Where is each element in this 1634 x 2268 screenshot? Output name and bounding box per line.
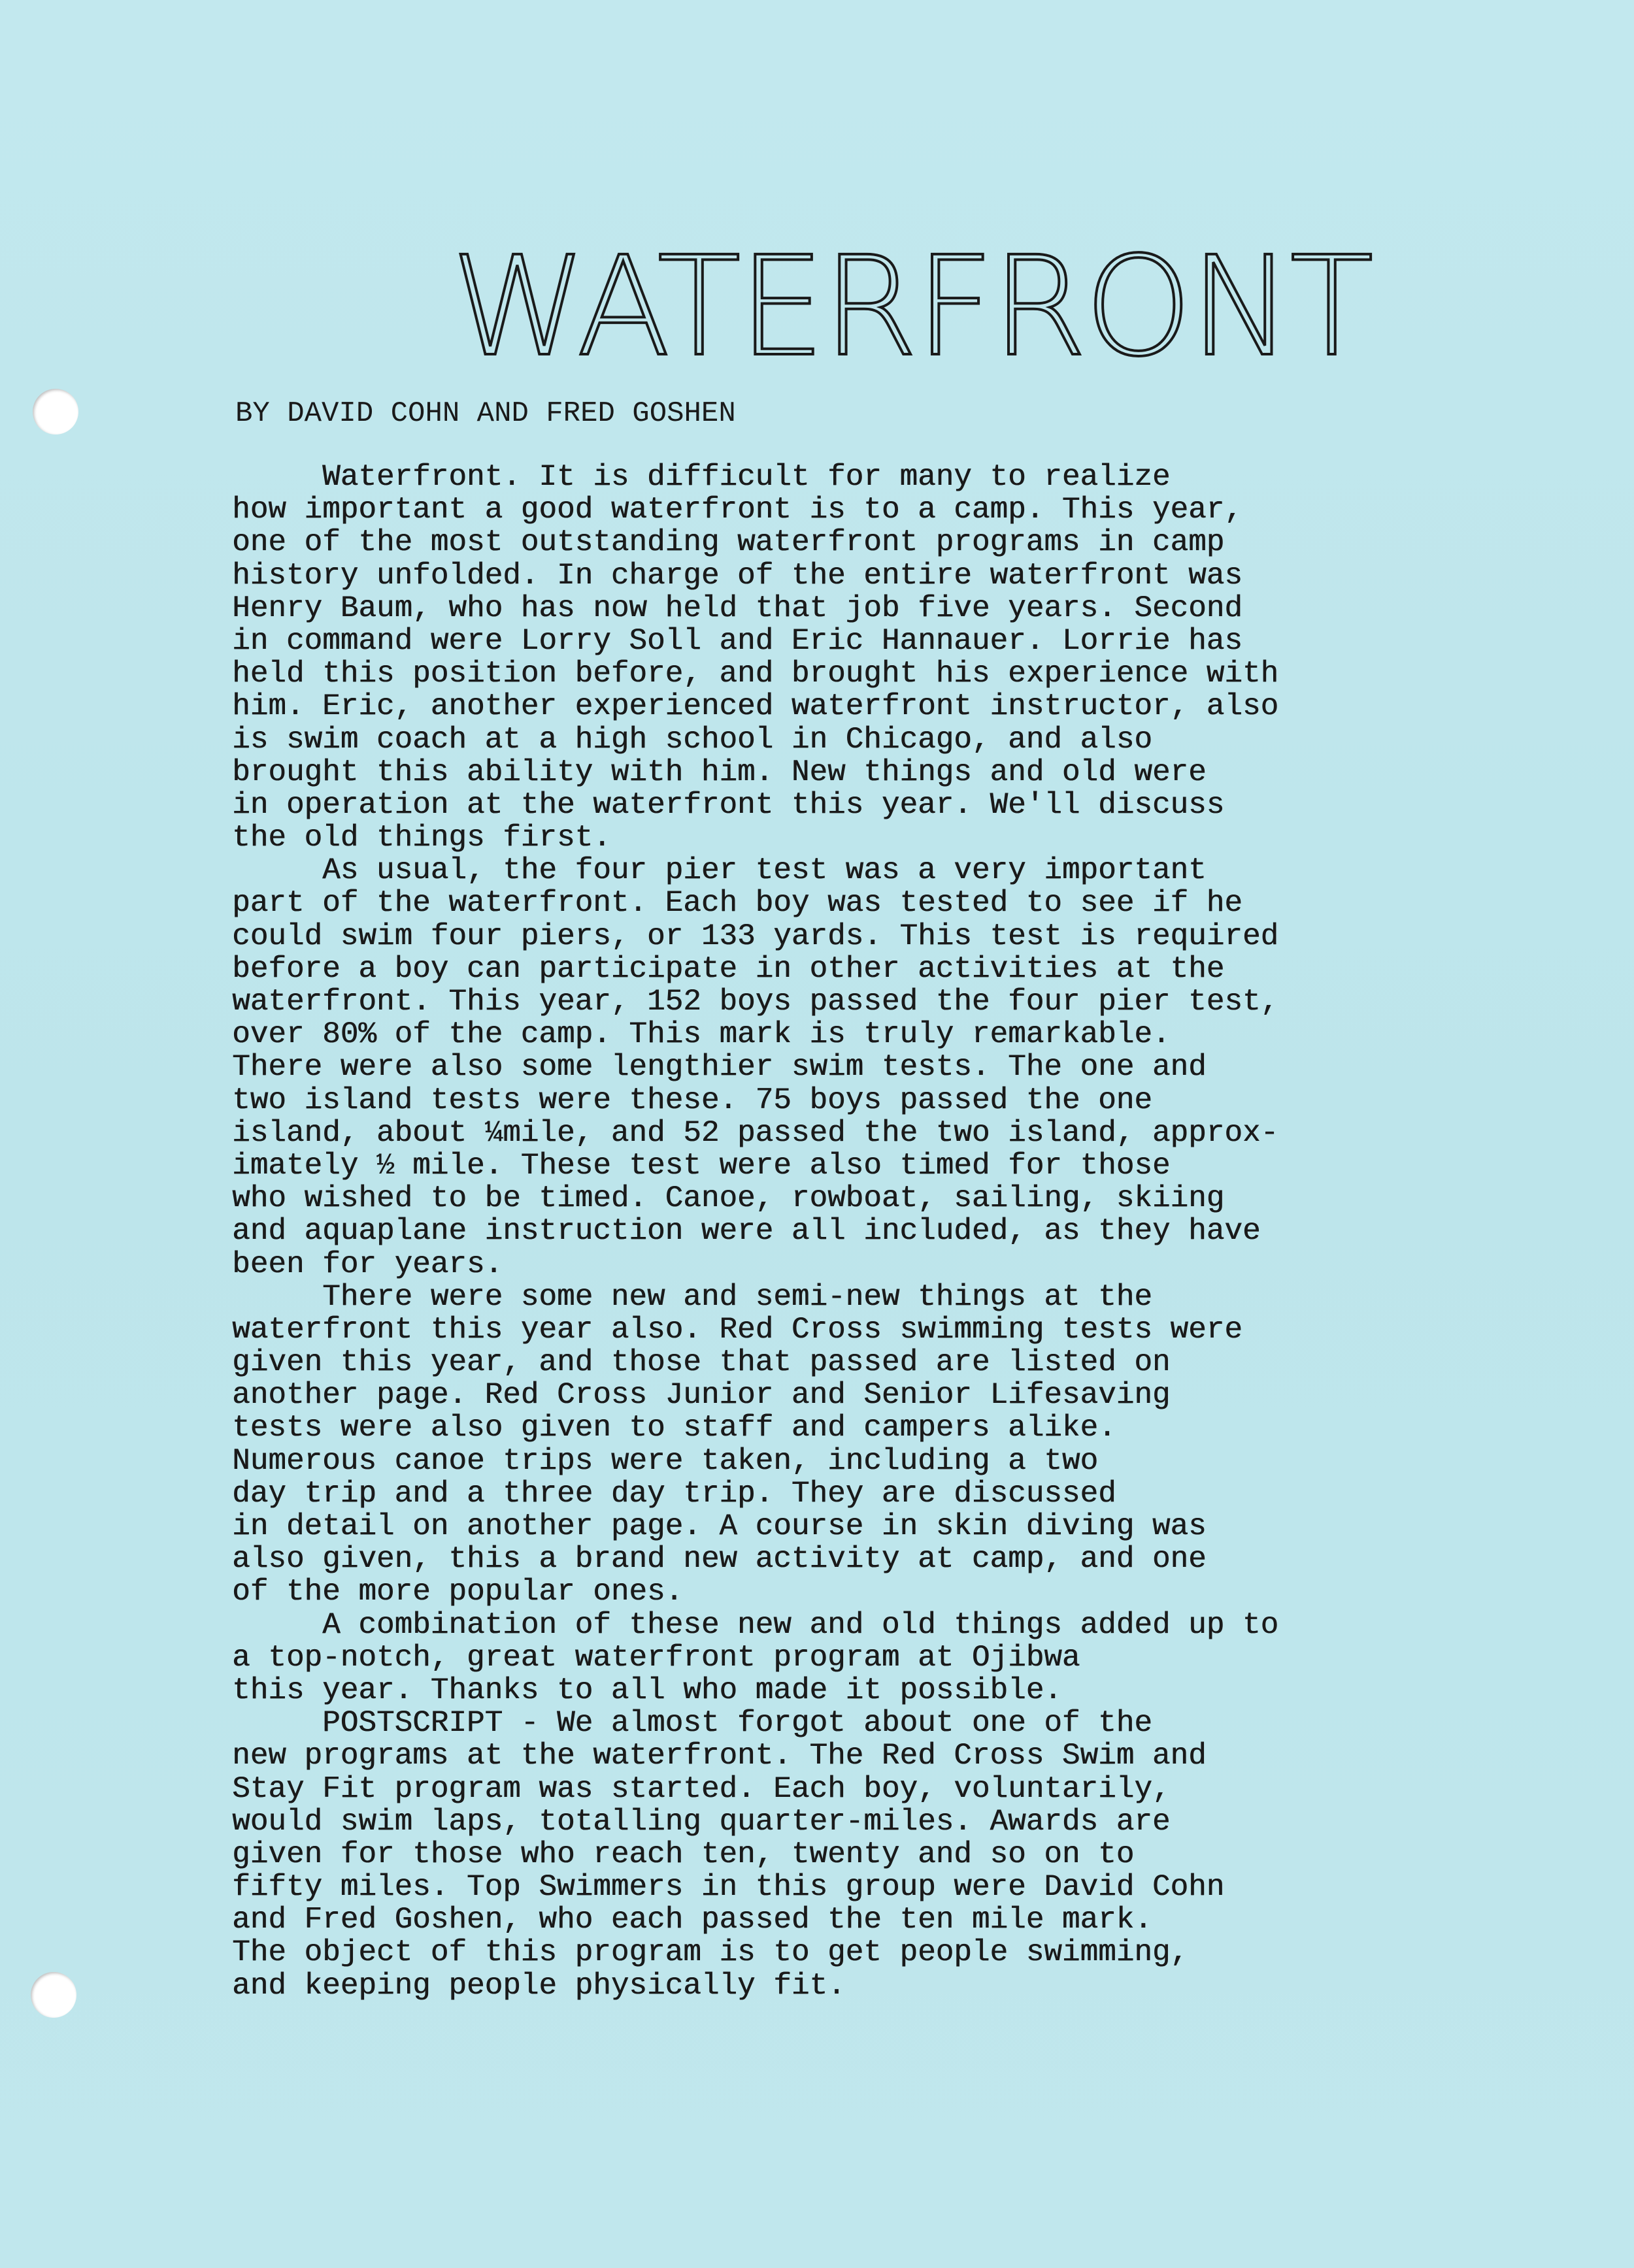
text-line: been for years. <box>232 1247 503 1281</box>
text-line: Stay Fit program was started. Each boy, voluntarily, <box>232 1771 1171 1806</box>
text-line: before a boy can participate in other activities at the <box>232 951 1225 986</box>
page-title: WATERFRONT <box>451 227 1371 387</box>
text-line: would swim laps, totalling quarter-miles. Awards are <box>232 1804 1171 1839</box>
text-line: how important a good waterfront is to a camp. This year, <box>232 493 1242 527</box>
text-line: and aquaplane instruction were all included, as they have <box>232 1214 1261 1249</box>
text-line: two island tests were these. 75 boys passed the one <box>232 1083 1152 1117</box>
text-line: of the more popular ones. <box>232 1575 684 1609</box>
text-line: given for those who reach ten, twenty and so on to <box>232 1837 1135 1871</box>
text-line: also given, this a brand new activity at camp, and one <box>232 1542 1207 1577</box>
text-line: this year. Thanks to all who made it possible. <box>232 1673 1062 1707</box>
text-line: in detail on another page. A course in skin diving was <box>232 1509 1207 1543</box>
text-line: There were also some lengthier swim tests. The one and <box>232 1050 1207 1085</box>
text-line: and Fred Goshen, who each passed the ten mile mark. <box>232 1903 1152 1937</box>
text-line: fifty miles. Top Swimmers in this group were David Cohn <box>232 1870 1225 1905</box>
text-line: in command were Lorry Soll and Eric Hannauer. Lorrie has <box>232 623 1242 658</box>
text-line: another page. Red Cross Junior and Senior Lifesaving <box>232 1378 1171 1413</box>
text-line: The object of this program is to get people swimming, <box>232 1935 1189 1970</box>
text-line: the old things first. <box>232 821 611 855</box>
text-line: him. Eric, another experienced waterfront instructor, also <box>232 689 1279 724</box>
text-line: over 80% of the camp. This mark is truly remarkable. <box>232 1017 1171 1052</box>
text-line: and keeping people physically fit. <box>232 1968 846 2003</box>
text-line: history unfolded. In charge of the entire waterfront was <box>232 558 1242 593</box>
punch-hole-bottom <box>31 1972 76 2018</box>
text-line: brought this ability with him. New things and old were <box>232 755 1207 789</box>
punch-hole-top <box>33 389 78 435</box>
text-line: tests were also given to staff and campers alike. <box>232 1411 1116 1445</box>
text-line: is swim coach at a high school in Chicago, and also <box>232 722 1152 757</box>
text-line: A combination of these new and old things added up to <box>232 1607 1279 1642</box>
text-line: island, about ¼mile, and 52 passed the two island, approx- <box>232 1115 1279 1150</box>
text-line: could swim four piers, or 133 yards. This test is required <box>232 919 1279 953</box>
text-line: As usual, the four pier test was a very important <box>232 853 1207 888</box>
article-body <box>232 461 1605 2002</box>
text-line: There were some new and semi-new things at the <box>232 1279 1152 1314</box>
text-line: held this position before, and brought his experience with <box>232 657 1279 691</box>
text-line: waterfront this year also. Red Cross swimming tests were <box>232 1312 1242 1347</box>
text-line: a top-notch, great waterfront program at Ojibwa <box>232 1640 1080 1675</box>
text-line: POSTSCRIPT - We almost forgot about one of the <box>232 1706 1152 1741</box>
text-line: in operation at the waterfront this year. We'll discuss <box>232 787 1225 822</box>
text-line: day trip and a three day trip. They are discussed <box>232 1476 1116 1511</box>
text-line: new programs at the waterfront. The Red Cross Swim and <box>232 1739 1207 1773</box>
byline: BY DAVID COHN AND FRED GOSHEN <box>235 397 736 430</box>
text-line: Henry Baum, who has now held that job five years. Second <box>232 591 1242 625</box>
text-line: Waterfront. It is difficult for many to realize <box>232 460 1171 494</box>
text-line: part of the waterfront. Each boy was tested to see if he <box>232 886 1242 921</box>
text-line: who wished to be timed. Canoe, rowboat, sailing, skiing <box>232 1181 1225 1216</box>
text-line: one of the most outstanding waterfront programs in camp <box>232 525 1225 560</box>
text-line: Numerous canoe trips were taken, including a two <box>232 1443 1099 1478</box>
text-line: waterfront. This year, 152 boys passed the four pier test, <box>232 985 1279 1019</box>
text-line: imately ½ mile. These test were also timed for those <box>232 1148 1171 1183</box>
text-line: given this year, and those that passed are listed on <box>232 1345 1171 1380</box>
